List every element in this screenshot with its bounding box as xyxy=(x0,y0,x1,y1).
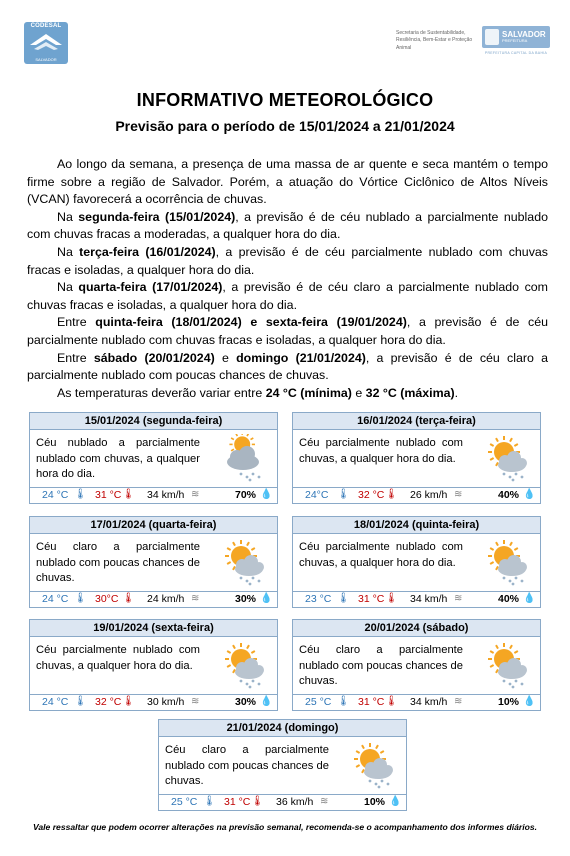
rain-drop-icon: 💧 xyxy=(260,489,273,500)
p6-post: , a previsão é de céu claro a parcialmente nublado com poucas chances de chuvas. xyxy=(27,350,548,383)
p3-post: , a previsão é de céu parcialmente nublado com chuvas fracas e isoladas, a qualquer hora do dia. xyxy=(27,244,548,277)
card-date: 19/01/2024 (sexta-feira) xyxy=(30,620,277,637)
forecast-card-6 xyxy=(292,619,541,711)
p6-bold1: sábado (20/01/2024) xyxy=(93,350,215,365)
codesal-emblem-icon xyxy=(28,31,64,53)
min-temperature: 24 °C xyxy=(42,696,69,708)
card-description: Céu parcialmente nublado com chuvas, a qualquer hora do dia. xyxy=(299,541,463,569)
p4-post: , a previsão é de céu claro a parcialmente nublado com chuvas fracas e isoladas, a qualquer hora do dia. xyxy=(27,280,548,312)
forecast-card-2 xyxy=(292,412,541,504)
paragraph-weekend xyxy=(27,350,548,385)
wind-icon: ≋ xyxy=(320,796,328,807)
paragraph-wednesday xyxy=(27,279,548,314)
paragraph-tuesday xyxy=(27,244,548,279)
wind-icon: ≋ xyxy=(191,489,199,500)
min-temperature: 24 °C xyxy=(42,489,69,501)
sun-cloud-rain-icon xyxy=(217,641,269,696)
footer-note: Vale ressaltar que podem ocorrer alterações na previsão semanal, recomenda-se o acompanhamento dos informes diários. xyxy=(32,822,538,832)
max-temperature: 32 °C xyxy=(358,489,385,501)
card-date: 21/01/2024 (domingo) xyxy=(159,720,406,737)
thermometer-cold-icon: 🌡 xyxy=(203,796,216,807)
salvador-emblem-icon xyxy=(485,29,499,45)
card-stats-row xyxy=(293,591,540,607)
p7-mid: e xyxy=(351,385,366,400)
salvador-name: SALVADOR xyxy=(502,30,546,39)
p3-bold: terça-feira (16/01/2024) xyxy=(79,244,216,259)
p2-bold: segunda-feira (15/01/2024) xyxy=(78,209,236,224)
rain-probability: 40% xyxy=(498,489,520,501)
wind-speed: 26 km/h xyxy=(410,489,448,501)
paragraph-monday xyxy=(27,209,548,244)
rain-drop-icon: 💧 xyxy=(260,696,273,707)
card-description: Céu claro a parcialmente nublado com poucas chances de chuvas. xyxy=(36,541,200,584)
thermometer-cold-icon: 🌡 xyxy=(337,489,350,500)
thermometer-hot-icon: 🌡 xyxy=(385,696,398,707)
card-description: Céu claro a parcialmente nublado com poucas chances de chuvas. xyxy=(299,644,463,687)
card-stats-row xyxy=(30,591,277,607)
p5-pre: Entre xyxy=(57,315,96,330)
paragraph-temperatures xyxy=(27,385,548,403)
codesal-logo xyxy=(24,22,68,64)
min-temperature: 24 °C xyxy=(42,593,69,605)
card-stats-row xyxy=(30,694,277,710)
card-date: 20/01/2024 (sábado) xyxy=(293,620,540,637)
p7-bold1: 24 °C (mínima) xyxy=(265,385,352,400)
sun-cloud-rain-icon xyxy=(217,538,269,593)
card-description: Céu parcialmente nublado com chuvas, a qualquer hora do dia. xyxy=(36,644,200,672)
salvador-logo-box xyxy=(482,26,550,48)
card-date: 16/01/2024 (terça-feira) xyxy=(293,413,540,430)
wind-speed: 34 km/h xyxy=(410,696,448,708)
wind-speed: 36 km/h xyxy=(276,796,314,808)
p5-post: , a previsão é de céu parcialmente nublado com chuvas fracas e isoladas, a qualquer hora do dia. xyxy=(27,315,549,347)
rain-probability: 30% xyxy=(235,696,257,708)
thermometer-hot-icon: 🌡 xyxy=(385,593,398,604)
rain-probability: 10% xyxy=(498,696,520,708)
card-stats-row xyxy=(293,694,540,710)
wind-speed: 24 km/h xyxy=(147,593,185,605)
wind-speed: 30 km/h xyxy=(147,696,185,708)
max-temperature: 31 °C xyxy=(95,489,122,501)
secretaria-text: Secretaria de Sustentabilidade, Resiliência, Bem-Estar e Proteção Animal xyxy=(396,30,473,51)
wind-icon: ≋ xyxy=(454,593,462,604)
card-stats-row xyxy=(159,794,406,810)
forecast-text xyxy=(27,156,548,402)
p4-pre: Na xyxy=(57,280,79,295)
sun-cloud-rain-icon xyxy=(480,641,532,696)
rain-drop-icon: 💧 xyxy=(389,796,402,807)
page-subtitle: Previsão para o período de 15/01/2024 a 21/01/2024 xyxy=(115,118,455,134)
p5-bold: quinta-feira (18/01/2024) e sexta-feira (19/01/2024) xyxy=(95,315,407,330)
max-temperature: 31 °C xyxy=(224,796,251,808)
header-right xyxy=(396,26,550,58)
thermometer-cold-icon: 🌡 xyxy=(74,696,87,707)
card-date: 17/01/2024 (quarta-feira) xyxy=(30,517,277,534)
salvador-sub: PREFEITURA xyxy=(502,38,528,43)
rain-drop-icon: 💧 xyxy=(523,489,536,500)
cloud-rain-icon xyxy=(217,434,269,489)
thermometer-hot-icon: 🌡 xyxy=(122,593,135,604)
salvador-logo xyxy=(482,26,550,58)
sun-cloud-rain-icon xyxy=(346,741,398,796)
min-temperature: 25 °C xyxy=(171,796,198,808)
p6-mid: e xyxy=(214,350,237,365)
thermometer-hot-icon: 🌡 xyxy=(122,696,135,707)
wind-icon: ≋ xyxy=(454,696,462,707)
p6-pre: Entre xyxy=(57,350,94,365)
p6-bold2: domingo (21/01/2024) xyxy=(236,350,366,365)
codesal-logo-label: CODESAL xyxy=(30,23,62,29)
paragraph-intro: Ao longo da semana, a presença de uma massa de ar quente e seca mantém o tempo firme sobre a região de Salvador. Porém, a atuação do Vórtice Ciclônico de Altos Níveis (VCAN) favorecerá a ocorrência de chuvas. xyxy=(27,157,548,207)
sun-cloud-rain-icon xyxy=(480,538,532,593)
forecast-card-3 xyxy=(29,516,278,608)
p2-pre: Na xyxy=(57,209,79,224)
salvador-logo-name xyxy=(502,31,546,43)
card-date: 18/01/2024 (quinta-feira) xyxy=(293,517,540,534)
forecast-card-5 xyxy=(29,619,278,711)
card-description: Céu parcialmente nublado com chuvas, a qualquer hora do dia. xyxy=(299,437,463,465)
rain-probability: 30% xyxy=(235,593,257,605)
card-stats-row xyxy=(293,487,540,503)
forecast-card-7 xyxy=(158,719,407,811)
wind-icon: ≋ xyxy=(191,696,199,707)
p3-pre: Na xyxy=(57,244,80,259)
card-description: Céu nublado a parcialmente nublado com chuvas, a qualquer hora do dia. xyxy=(36,437,200,480)
min-temperature: 23 °C xyxy=(305,593,332,605)
thermometer-cold-icon: 🌡 xyxy=(74,593,87,604)
max-temperature: 30°C xyxy=(95,593,119,605)
p7-pre: As temperaturas deverão variar entre xyxy=(57,385,266,400)
max-temperature: 31 °C xyxy=(358,696,385,708)
card-description: Céu claro a parcialmente nublado com poucas chances de chuvas. xyxy=(165,744,329,787)
thermometer-hot-icon: 🌡 xyxy=(122,489,135,500)
card-date: 15/01/2024 (segunda-feira) xyxy=(30,413,277,430)
salvador-caption: PREFEITURA CAPITAL DA BAHIA xyxy=(484,51,548,55)
forecast-card-4 xyxy=(292,516,541,608)
thermometer-hot-icon: 🌡 xyxy=(251,796,264,807)
thermometer-cold-icon: 🌡 xyxy=(337,696,350,707)
rain-drop-icon: 💧 xyxy=(260,593,273,604)
min-temperature: 25 °C xyxy=(305,696,332,708)
paragraph-thursday-friday xyxy=(27,314,548,349)
p2-post: , a previsão é de céu nublado a parcialmente nublado com chuvas fracas a moderadas, a qualquer hora do dia. xyxy=(27,209,548,242)
rain-probability: 40% xyxy=(498,593,520,605)
p4-bold: quarta-feira (17/01/2024) xyxy=(78,280,223,295)
rain-probability: 70% xyxy=(235,489,257,501)
forecast-card-1 xyxy=(29,412,278,504)
max-temperature: 31 °C xyxy=(358,593,385,605)
wind-icon: ≋ xyxy=(454,489,462,500)
wind-speed: 34 km/h xyxy=(147,489,185,501)
rain-probability: 10% xyxy=(364,796,386,808)
thermometer-cold-icon: 🌡 xyxy=(74,489,87,500)
thermometer-cold-icon: 🌡 xyxy=(337,593,350,604)
thermometer-hot-icon: 🌡 xyxy=(385,489,398,500)
wind-icon: ≋ xyxy=(191,593,199,604)
p7-post: . xyxy=(454,385,459,400)
rain-drop-icon: 💧 xyxy=(523,593,536,604)
card-stats-row xyxy=(30,487,277,503)
wind-speed: 34 km/h xyxy=(410,593,448,605)
min-temperature: 24°C xyxy=(305,489,329,501)
codesal-logo-sub: SALVADOR xyxy=(35,57,57,62)
max-temperature: 32 °C xyxy=(95,696,122,708)
rain-drop-icon: 💧 xyxy=(523,696,536,707)
p7-bold2: 32 °C (máxima) xyxy=(365,385,455,400)
page-title: INFORMATIVO METEOROLÓGICO xyxy=(136,90,434,110)
sun-cloud-rain-icon xyxy=(480,434,532,489)
